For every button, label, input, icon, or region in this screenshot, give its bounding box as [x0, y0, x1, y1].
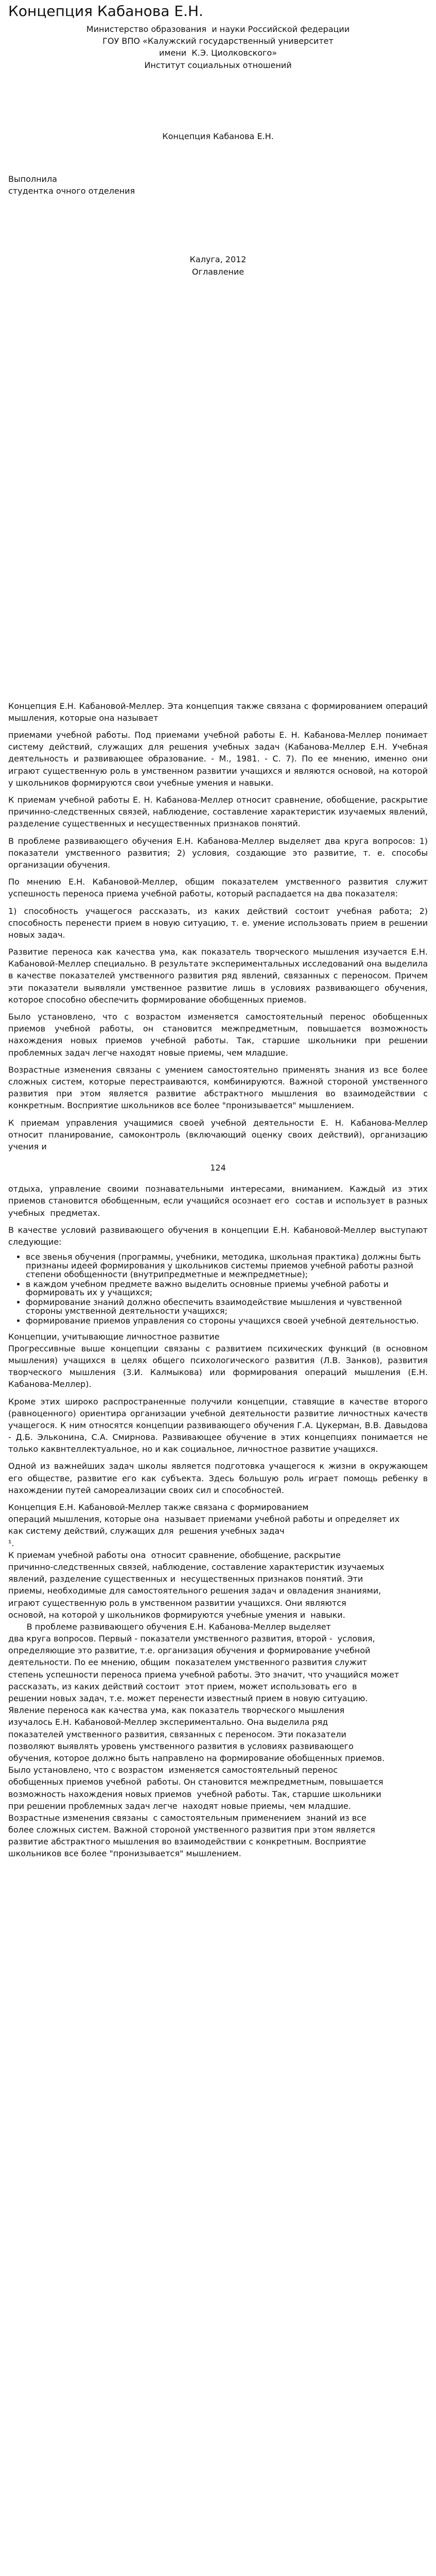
text-line: Концепция Е.Н. Кабановой-Меллер также связана с формированием	[8, 1502, 309, 1512]
text-line: студентка очного отделения	[8, 186, 135, 196]
page-number: 124	[210, 1163, 226, 1173]
text-line: Концепции, учитывающие личностное развитие	[8, 1331, 220, 1342]
paragraph: К приемам управления учащимися своей учебной деятельности Е. Н. Кабанова-Меллер относит планирование, самоконтроль (включающий оценку своих действий), организацию учения и	[8, 1117, 431, 1151]
text-line: развитие абстрактного мышления во взаимодействии с конкретным. Восприятие	[8, 1837, 367, 1847]
centered-line: Министерство образования и науки Российской федерации	[86, 24, 350, 34]
text-line: при решении проблемных задач легче находят новые приемы, чем младшие.	[8, 1801, 351, 1811]
text-line: определяющие это развитие, т.е. организация обучения и формирование учебной	[8, 1646, 371, 1656]
text-line: играют существенную роль в умственном развитии учащихся. Они являются	[8, 1598, 346, 1608]
list-item: • все звенья обучения (программы, учебники, методика, школьная практика) должны быть признаны идеей формирования у школьников системы приемов учебной работы разной степени обобщенности (внутрипредметные и межпредметные);	[26, 1253, 428, 1279]
text-line: основой, на которой у школьников формируются учебные умения и навыки.	[8, 1609, 345, 1620]
text-line: К приемам учебной работы она относит сравнение, обобщение, раскрытие	[8, 1550, 341, 1560]
text-line: изучалось Е.Н. Кабановой-Меллер экспериментально. Она выделила ряд	[8, 1717, 328, 1727]
text-line: причинно-следственных связей, наблюдение, составление характеристик изучаемых	[8, 1562, 385, 1572]
centered-line: Институт социальных отношений	[144, 60, 292, 70]
paragraph: Было установлено, что с возрастом изменяется самостоятельный перенос обобщенных приемов учебной работы, он становится межпредметным, повышается возможность нахождения новых приемов учебной работы. Так, старшие школьники при решении проблемных задач легче находят новые приемы, чем младшие.	[8, 1012, 431, 1058]
paragraph: Концепция Е.Н. Кабановой-Меллер. Эта концепция также связана с формированием операций мышления, которые она называет	[8, 701, 431, 723]
spacer	[8, 278, 428, 700]
text-line: более сложных систем. Важной стороной умственного развития при этом является	[8, 1825, 375, 1835]
centered-line: Концепция Кабанова Е.Н.	[162, 131, 274, 141]
centered-line: Калуга, 2012	[189, 255, 247, 265]
text-line: явлений, разделение существенных и несущественных признаков понятий. Эти	[8, 1574, 363, 1584]
text-line: ¹.	[8, 1538, 14, 1548]
text-line: возможность нахождения новых приемов учебной работы. Так, старшие школьники	[8, 1789, 381, 1799]
centered-line: Оглавление	[191, 266, 245, 277]
text-line: Явление переноса как качества ума, как показатель творческого мышления	[8, 1705, 345, 1716]
text-line: деятельности. По ее мнению, общим показателем умственного развития служит	[8, 1657, 367, 1668]
text-line: В проблеме развивающего обучения Е.Н. Кабанова-Меллер выделяет	[8, 1621, 331, 1632]
paragraph: Кроме этих широко распространенные получили концепции, ставящие в качестве второго (равноценного) ориентира организации учебной деятельности развитие личностных качеств учащегося. К ним относятся концепции развивающего обучения Г.А. Цукерман, В.В. Давыдова - Д.Б. Эльконина, С.А. Смирнова. Развивающее обучение в этих концепциях понимается не только каквнтеллектуальное, но и как социальное, личностное развитие учащихся.	[8, 1396, 431, 1454]
text-line: Было установлено, что с возрастом изменяется самостоятельный перенос	[8, 1765, 338, 1775]
list-item: • формирование приемов управления со стороны учащихся своей учебной деятельностью.	[26, 1317, 428, 1326]
text-line: обучения, которое должно быть направлено на формирование обобщенных приемов.	[8, 1753, 385, 1763]
text-line: решении новых задач, т.е. может перенести известный прием в новую ситуацию.	[8, 1693, 368, 1703]
text-line: школьников все более "пронизывается" мышлением.	[8, 1849, 241, 1859]
text-line: показателей умственного развития, связанных с переносом. Эти показатели	[8, 1729, 346, 1739]
spacer	[8, 71, 428, 130]
paragraph: В проблеме развивающего обучения Е.Н. Кабанова-Меллер выделяет два круга вопросов: 1) показатели умственного развития; 2) условия, создающие это развитие, т. е. способы организации обучения.	[8, 836, 431, 870]
paragraph: В качестве условий развивающего обучения в концепции Е.Н. Кабановой-Меллер выступают следующие:	[8, 1225, 431, 1247]
paragraph: 1) способность учащегося рассказать, из каких действий состоит учебная работа; 2) способность перенести прием в новую ситуацию, т. е. умение использовать прием в решении новых задач.	[8, 906, 431, 940]
document-title: Концепция Кабанова Е.Н.	[8, 3, 203, 20]
text-line: Возрастные изменения связаны с самостоятельным применением знаний из все	[8, 1812, 367, 1823]
text-line: операций мышления, которые она называет приемами учебной работы и определяет их	[8, 1514, 400, 1524]
text-line: приемы, необходимые для самостоятельного решения задач и овладения знаниями,	[8, 1586, 381, 1596]
text-line: рассказать, из каких действий состоит этот прием, может использовать его в	[8, 1681, 357, 1691]
spacer	[8, 197, 428, 253]
list-item: • в каждом учебном предмете важно выделить основные приемы учебной работы и формировать их у учащихся;	[26, 1280, 428, 1298]
paragraph: Одной из важнейших задач школы является подготовка учащегося к жизни в окружающем его обществе, развитие его как субъекта. Здесь большую роль играет помощь ребенку в нахождении путей самореализации своих сил и способностей.	[8, 1461, 431, 1495]
paragraph: отдыха, управление своими познавательными интересами, вниманием. Каждый из этих приемов становится обобщенным, если учащийся осознает его состав и использует в разных учебных предметах.	[8, 1184, 431, 1218]
text-line: Выполнила	[8, 174, 57, 184]
paragraph: К приемам учебной работы Е. Н. Кабанова-Меллер относит сравнение, обобщение, раскрытие причинно-следственных связей, наблюдение, составление характеристик изучаемых явлений, разделение существенных и несущественных признаков понятий.	[8, 795, 431, 829]
text-line: позволяют выявлять уровень умственного развития в условиях развивающего	[8, 1741, 354, 1751]
text-line: как систему действий, служащих для решения учебных задач	[8, 1526, 285, 1536]
bullet-list	[8, 1253, 428, 1325]
paragraph: Возрастные изменения связаны с умением самостоятельно применять знания из все более сложных систем, которые перестраиваются, комбинируются. Важной стороной умственного развития при этом является развитие абстрактного мышления во взаимодействии с конкретным. Восприятие школьников все более "пронизывается" мышлением.	[8, 1064, 431, 1111]
paragraph: приемами учебной работы. Под приемами учебной работы Е. Н. Кабанова-Меллер понимает систему действий, служащих для решения учебных задач (Кабанова-Меллер Е.Н. Учебная деятельность и развивающее образование. - М., 1981. - С. 7). По ее мнению, именно они играют существенную роль в умственном развитии учащихся и являются основой, на которой у школьников формируются свои учебные умения и навыки.	[8, 730, 431, 788]
text-line: степень успешности переноса приема учебной работы. Это значит, что учащийся может	[8, 1669, 399, 1680]
centered-line: ГОУ ВПО «Калужский государственный университет	[102, 36, 334, 46]
list-item: • формирование знаний должно обеспечить взаимодействие мышления и чувственной стороны умственной деятельности учащихся;	[26, 1298, 428, 1316]
centered-line: имени К.Э. Циолковского»	[159, 48, 277, 58]
paragraph: Развитие переноса как качества ума, как показатель творческого мышления изучается Е.Н. Кабановой-Меллер специально. В результате экспериментальных исследований она выделила в качестве показателей умственного развития ряд явлений, связанных с переносом. Причем эти показатели выявляли умственное развитие лишь в условиях развивающего обучения, которое способно обеспечить формирование обобщенных приемов.	[8, 947, 431, 1005]
text-line: обобщенных приемов учебной работы. Он становится межпредметным, повышается	[8, 1777, 383, 1787]
paragraph: По мнению Е.Н. Кабановой-Меллер, общим показателем умственного развития служит успешность переноса приема учебной работы, который распадается на два показателя:	[8, 877, 431, 899]
spacer	[8, 142, 428, 173]
text-line: два круга вопросов. Первый - показатели умственного развития, второй - условия,	[8, 1634, 375, 1644]
paragraph: Прогрессивные выше концепции связаны с развитием психических функций (в основном мышления) учащихся в целях общего психологического развития (Л.В. Занков), развития творческого мышления (З.И. Калмыкова) или формирования операций мышления (Е.Н. Кабанова-Меллер).	[8, 1343, 431, 1389]
document-body	[8, 23, 431, 1860]
